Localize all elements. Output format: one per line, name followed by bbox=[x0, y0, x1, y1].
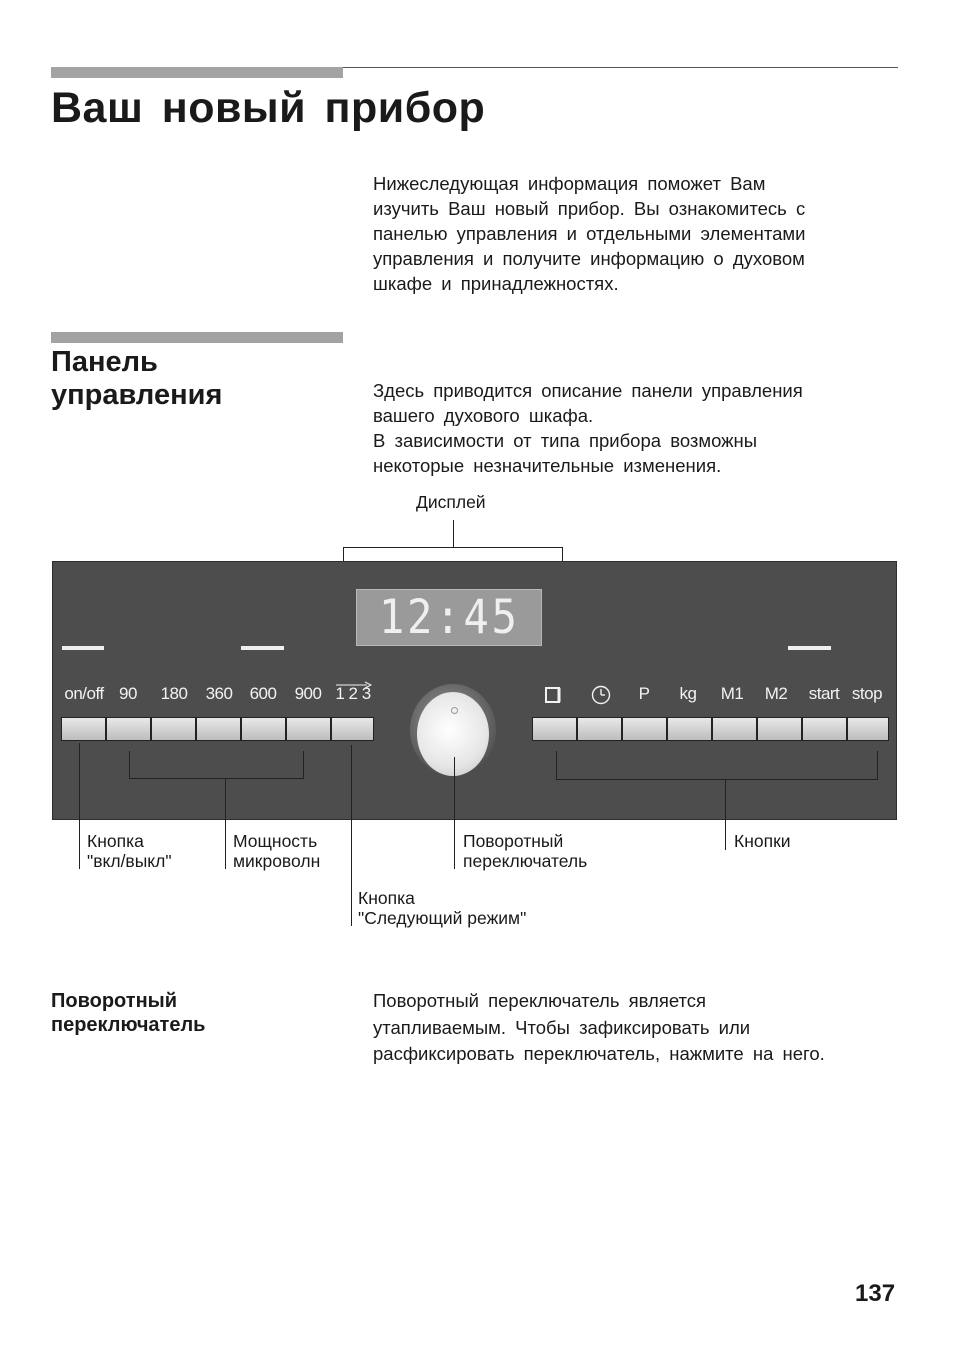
onoff-callout-line bbox=[79, 743, 80, 869]
arrow-right-icon bbox=[335, 681, 373, 689]
next-mode-callout-line bbox=[351, 745, 352, 926]
buttons-bracket-left bbox=[556, 751, 557, 779]
label-power-360: 360 bbox=[205, 684, 233, 703]
panel-desc-line: Здесь приводится описание панели управления bbox=[373, 380, 803, 401]
label-start: start bbox=[808, 684, 840, 703]
power-bracket-right bbox=[303, 751, 304, 779]
intro-line: управления и получите информацию о духовом bbox=[373, 248, 805, 269]
label-power-90: 90 bbox=[119, 684, 137, 703]
page-title: Ваш новый прибор bbox=[51, 84, 486, 132]
label-next-mode: 1 2 3 bbox=[335, 684, 371, 703]
power-callout-line bbox=[225, 779, 226, 869]
door-button[interactable] bbox=[532, 717, 577, 741]
clock-button[interactable] bbox=[577, 717, 622, 741]
power-callout-label: Мощность микроволн bbox=[233, 831, 321, 871]
buttons-callout-label: Кнопки bbox=[734, 831, 791, 851]
knob-desc-line: расфиксировать переключатель, нажмите на него. bbox=[373, 1043, 825, 1064]
on-off-button[interactable] bbox=[61, 717, 106, 741]
intro-line: панелью управления и отдельными элементами bbox=[373, 223, 806, 244]
door-icon bbox=[544, 686, 564, 704]
label-weight: kg bbox=[679, 684, 697, 703]
section-heading-panel: Панель управления bbox=[51, 346, 223, 411]
memory-1-button[interactable] bbox=[712, 717, 757, 741]
header-rule-bar bbox=[51, 67, 343, 78]
display-time: 12:45 bbox=[378, 590, 520, 645]
power-360-button[interactable] bbox=[196, 717, 241, 741]
section-rule-bar bbox=[51, 332, 343, 343]
label-memory-1: M1 bbox=[720, 684, 744, 703]
label-on-off: on/off bbox=[64, 684, 104, 703]
power-90-button[interactable] bbox=[106, 717, 151, 741]
display-callout-line bbox=[453, 520, 454, 547]
intro-text bbox=[373, 171, 868, 296]
program-button[interactable] bbox=[622, 717, 667, 741]
page-number: 137 bbox=[855, 1280, 896, 1307]
panel-desc-line: вашего духового шкафа. bbox=[373, 405, 594, 426]
weight-button[interactable] bbox=[667, 717, 712, 741]
label-power-600: 600 bbox=[249, 684, 277, 703]
power-bracket bbox=[129, 778, 304, 779]
indicator-dash bbox=[788, 646, 831, 650]
label-power-180: 180 bbox=[160, 684, 188, 703]
clock-icon bbox=[590, 684, 612, 706]
section-heading-knob: Поворотный переключатель bbox=[51, 990, 206, 1036]
onoff-callout-label: Кнопка "вкл/выкл" bbox=[87, 831, 172, 871]
power-600-button[interactable] bbox=[241, 717, 286, 741]
display bbox=[356, 589, 542, 646]
header-rule-line bbox=[343, 67, 898, 68]
knob-callout-label: Поворотный переключатель bbox=[463, 831, 588, 871]
start-button[interactable] bbox=[802, 717, 847, 741]
label-program: P bbox=[638, 684, 650, 703]
panel-desc-line: некоторые незначительные изменения. bbox=[373, 455, 722, 476]
knob-indicator-dot bbox=[451, 707, 458, 714]
power-180-button[interactable] bbox=[151, 717, 196, 741]
display-callout-label: Дисплей bbox=[416, 492, 486, 512]
intro-line: Нижеследующая информация поможет Вам bbox=[373, 173, 766, 194]
intro-line: изучить Ваш новый прибор. Вы ознакомитесь с bbox=[373, 198, 806, 219]
intro-line: шкафе и принадлежностях. bbox=[373, 273, 619, 294]
label-power-900: 900 bbox=[294, 684, 322, 703]
next-mode-callout-label: Кнопка "Следующий режим" bbox=[358, 888, 527, 928]
rotary-knob[interactable] bbox=[417, 692, 489, 776]
indicator-dash bbox=[241, 646, 284, 650]
next-mode-button[interactable] bbox=[331, 717, 374, 741]
stop-button[interactable] bbox=[847, 717, 889, 741]
power-bracket-left bbox=[129, 751, 130, 779]
buttons-bracket bbox=[556, 779, 878, 780]
knob-description bbox=[373, 988, 898, 1068]
power-900-button[interactable] bbox=[286, 717, 331, 741]
label-memory-2: M2 bbox=[764, 684, 788, 703]
label-stop: stop bbox=[851, 684, 883, 703]
display-callout-bracket bbox=[343, 547, 563, 548]
indicator-dash bbox=[62, 646, 104, 650]
memory-2-button[interactable] bbox=[757, 717, 802, 741]
knob-callout-line bbox=[454, 757, 455, 869]
buttons-callout-line bbox=[725, 780, 726, 850]
panel-desc-line: В зависимости от типа прибора возможны bbox=[373, 430, 758, 451]
panel-description bbox=[373, 378, 868, 478]
knob-desc-line: утапливаемым. Чтобы зафиксировать или bbox=[373, 1016, 751, 1038]
buttons-bracket-right bbox=[877, 751, 878, 779]
knob-desc-line: Поворотный переключатель является bbox=[373, 990, 707, 1011]
